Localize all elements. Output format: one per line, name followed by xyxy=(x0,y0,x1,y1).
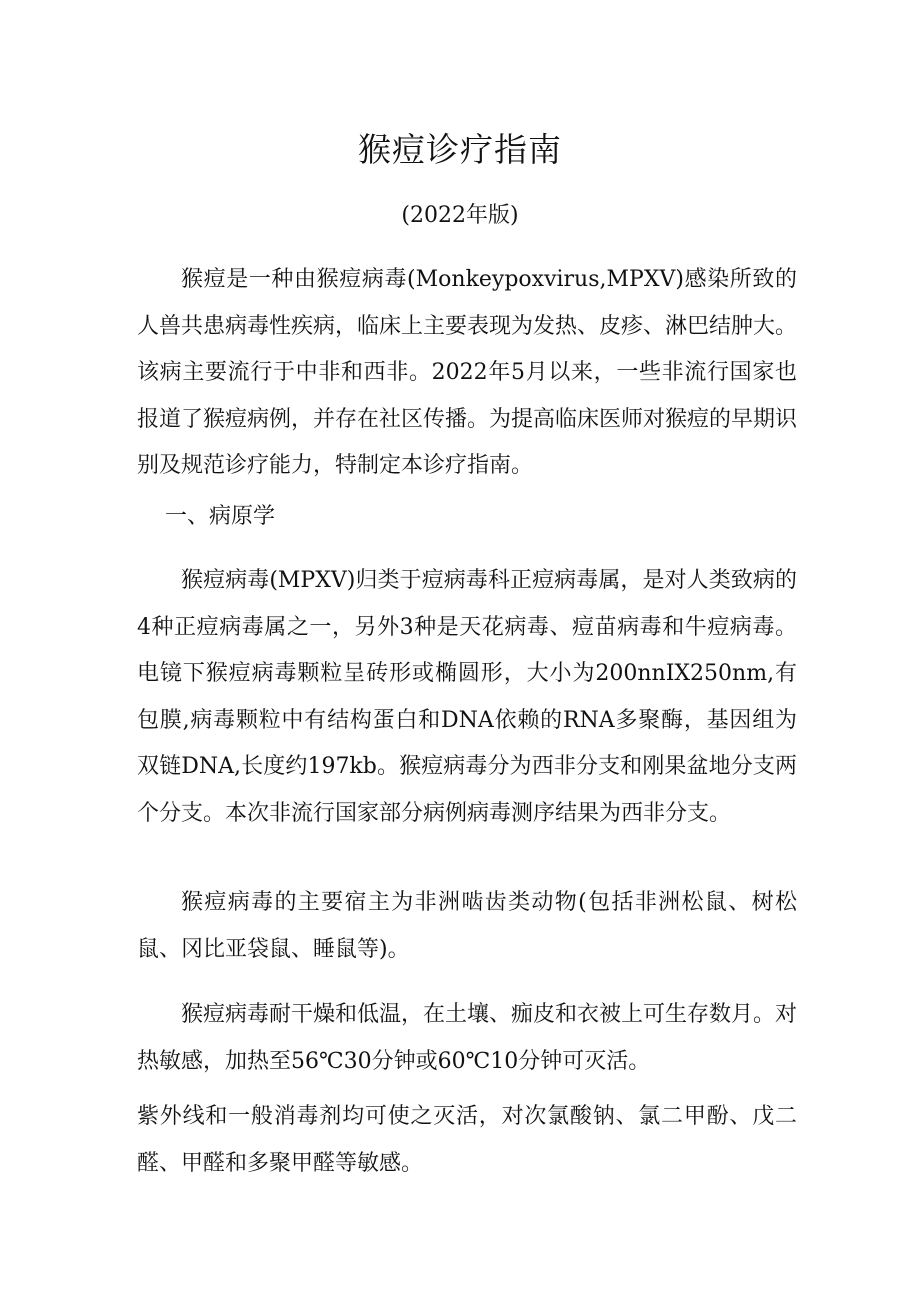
document-subtitle: (2022年版) xyxy=(401,203,519,228)
disinfection-paragraph: 紫外线和一般消毒剂均可使之灭活，对次氯酸钠、氯二甲酚、戊二醛、甲醛和多聚甲醛等敏感。 xyxy=(137,1104,797,1176)
intro-paragraph: 猴痘是一种由猴痘病毒(Monkeypoxvirus,MPXV)感染所致的人兽共患病毒性疾病，临床上主要表现为发热、皮疹、淋巴结肿大。该病主要流行于中非和西非。2022年5月以来，一些非流行国家也报道了猴痘病例，并存在社区传播。为提高临床医师对猴痘的早期识别及规范诊疗能力，特制定本诊疗指南。 xyxy=(137,267,798,478)
pathogen-paragraph: 猴痘病毒(MPXV)归类于痘病毒科正痘病毒属，是对人类致病的4种正痘病毒属之一，另外3种是天花病毒、痘苗病毒和牛痘病毒。电镜下猴痘病毒颗粒呈砖形或椭圆形，大小为200nnIX250nm,有包膜,病毒颗粒中有结构蛋白和DNA依赖的RNA多聚酶，基因组为双链DNA,长度约197kb。猴痘病毒分为西非分支和刚果盆地分支两个分支。本次非流行国家部分病例病毒测序结果为西非分支。 xyxy=(137,568,797,826)
host-paragraph: 猴痘病毒的主要宿主为非洲啮齿类动物(包括非洲松鼠、树松鼠、冈比亚袋鼠、睡鼠等)。 xyxy=(137,890,797,962)
section-heading-pathogen: 一、病原学 xyxy=(165,504,276,529)
resistance-paragraph: 猴痘病毒耐干燥和低温，在土壤、痂皮和衣被上可生存数月。对热敏感，加热至56℃30分钟或60℃10分钟可灭活。 xyxy=(137,1002,798,1074)
document-title: 猴痘诊疗指南 xyxy=(358,130,562,169)
